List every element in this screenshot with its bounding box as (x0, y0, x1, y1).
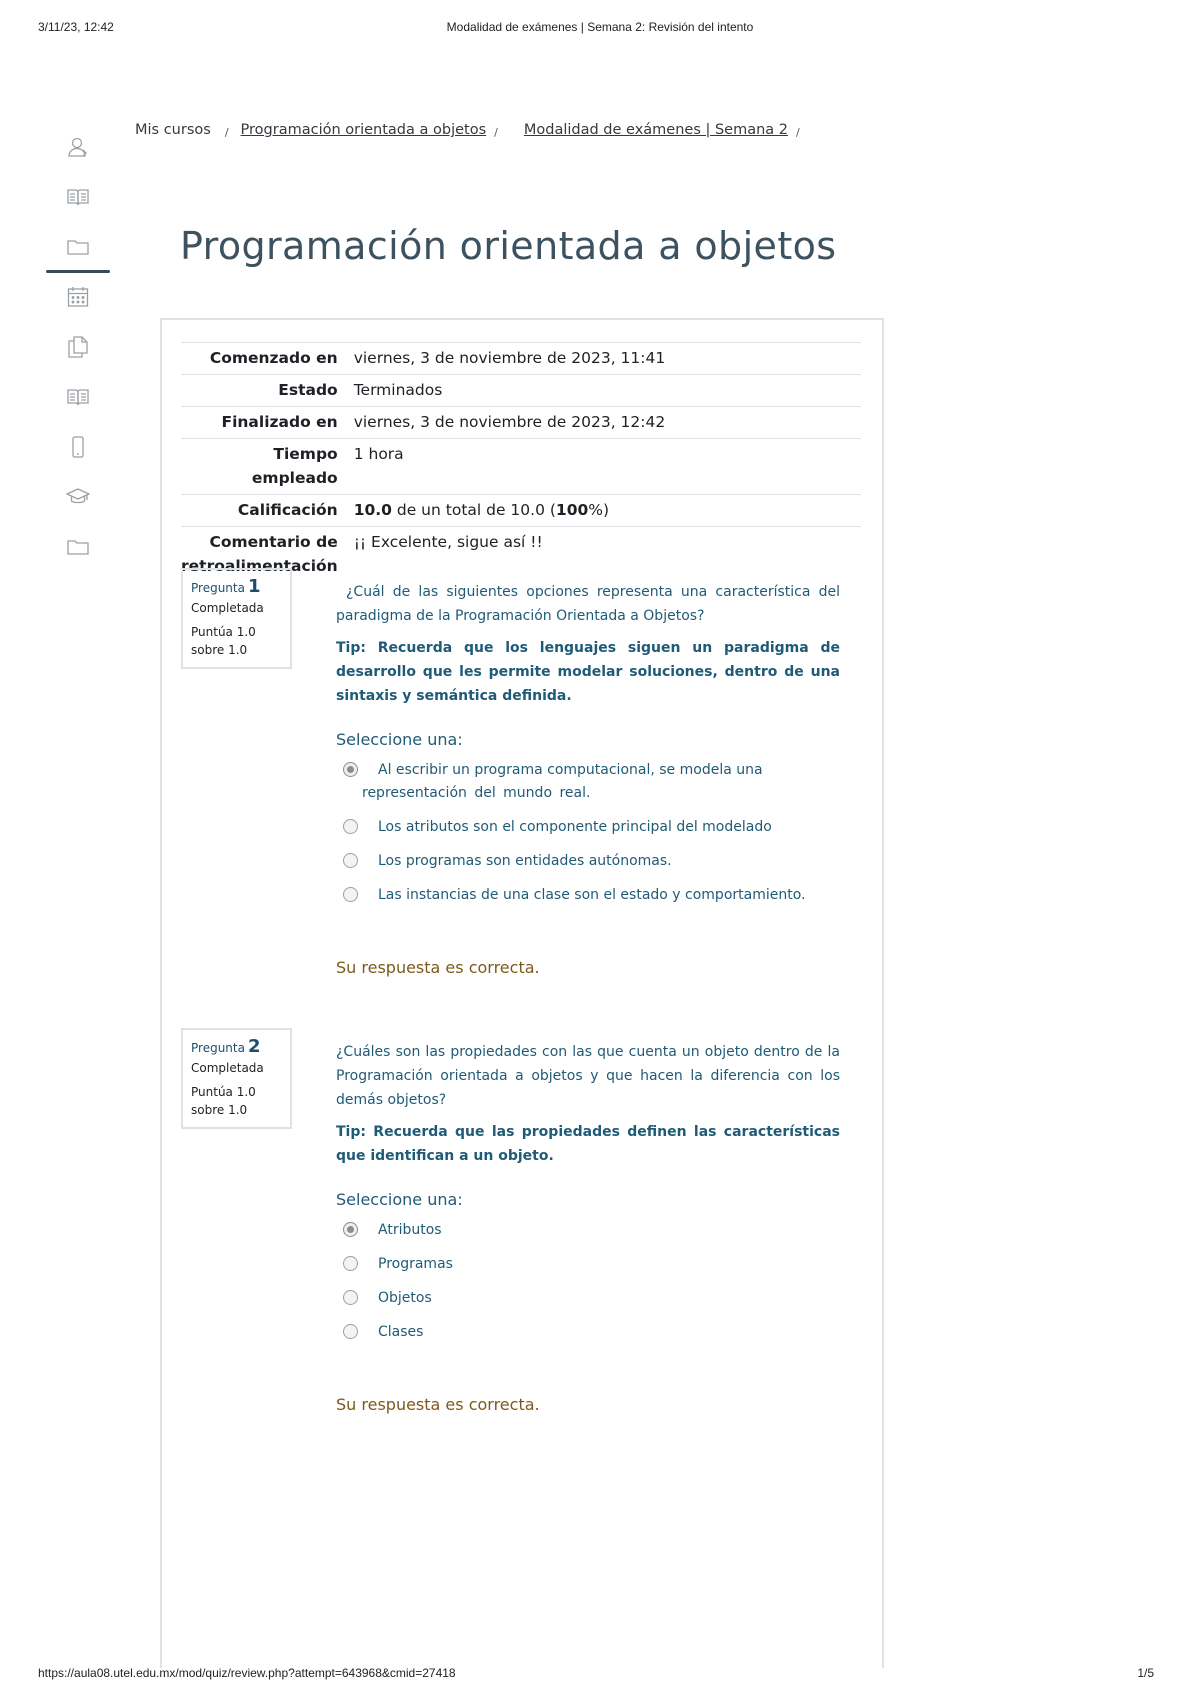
sidebar-item-library[interactable] (46, 372, 110, 422)
answer-options (336, 1219, 840, 1344)
summary-row-state (181, 375, 861, 407)
answer-option[interactable] (336, 1253, 840, 1276)
answer-label: Los atributos son el componente principal del modelado (378, 819, 772, 835)
question-number: 1 (247, 576, 261, 597)
answer-feedback: Su respuesta es correcta. (336, 958, 540, 977)
answer-feedback: Su respuesta es correcta. (336, 1395, 540, 1414)
summary-label-line: retroalimentación (181, 557, 338, 575)
breadcrumb-separator: / (796, 126, 800, 139)
summary-label-line: Comentario de (209, 533, 338, 551)
question-state: Completada (191, 601, 264, 615)
question-body-2 (336, 1040, 840, 1355)
book-icon (66, 385, 90, 409)
radio-button[interactable] (343, 819, 358, 834)
answer-label-continued: representación del mundo real. (362, 785, 591, 801)
answer-option[interactable] (336, 759, 840, 805)
summary-row-grade (181, 495, 861, 527)
summary-label: Estado (181, 375, 354, 407)
answer-option[interactable] (336, 850, 840, 873)
attempt-summary-table (181, 342, 861, 582)
breadcrumb-quiz[interactable]: Modalidad de exámenes | Semana 2 (523, 122, 789, 138)
summary-value: ¡¡ Excelente, sigue así !! (354, 527, 861, 583)
question-text: ¿Cuáles son las propiedades con las que cuenta un objeto dentro de la Programación orientada a objetos y que hacen la diferencia con los demás objetos? (336, 1044, 840, 1108)
question-state: Completada (191, 1061, 264, 1075)
breadcrumb (135, 122, 812, 138)
sidebar-item-files[interactable] (46, 522, 110, 572)
page-title: Programación orientada a objetos (180, 224, 837, 268)
files-icon (66, 335, 90, 359)
question-prompt: Seleccione una: (336, 1190, 463, 1209)
answer-option[interactable] (336, 1219, 840, 1242)
question-tip: Tip: Recuerda que las propiedades definen las características que identifican a un objeto. (336, 1124, 840, 1164)
print-page-number: 1/5 (1137, 1666, 1154, 1680)
radio-button[interactable] (343, 1256, 358, 1271)
summary-row-started (181, 343, 861, 375)
answer-option[interactable] (336, 1287, 840, 1310)
sidebar-item-resources[interactable] (46, 322, 110, 372)
folder-icon (66, 535, 90, 559)
print-footer (38, 1666, 1162, 1684)
summary-label: Calificación (181, 495, 354, 527)
print-header (38, 20, 1162, 40)
question-prompt: Seleccione una: (336, 730, 463, 749)
answer-label: Objetos (378, 1290, 432, 1306)
radio-button-checked[interactable] (343, 762, 358, 777)
sidebar-item-course-content[interactable] (46, 222, 110, 272)
question-grade (191, 623, 282, 659)
question-info-1 (181, 568, 292, 669)
question-grade (191, 1083, 282, 1119)
grade-percent-suffix: %) (588, 501, 610, 519)
summary-value: viernes, 3 de noviembre de 2023, 12:42 (354, 407, 861, 439)
radio-button[interactable] (343, 887, 358, 902)
answer-label: Atributos (378, 1222, 442, 1238)
summary-label: Comenzado en (181, 343, 354, 375)
answer-label: Clases (378, 1324, 424, 1340)
summary-value: viernes, 3 de noviembre de 2023, 11:41 (354, 343, 861, 375)
answer-label: Los programas son entidades autónomas. (378, 853, 672, 869)
summary-value (354, 495, 861, 527)
sidebar-item-participants[interactable] (46, 122, 110, 172)
graduation-cap-icon (66, 485, 90, 509)
question-text: ¿Cuál de las siguientes opciones representa una característica del paradigma de la Programación Orientada a Objetos? (336, 584, 840, 624)
answer-option[interactable] (336, 1321, 840, 1344)
question-grade-line: sobre 1.0 (191, 1103, 248, 1117)
question-number: 2 (247, 1036, 261, 1057)
sidebar-item-mobile[interactable] (46, 422, 110, 472)
answer-label: Programas (378, 1256, 453, 1272)
summary-label-line: Tiempo (273, 445, 338, 463)
answer-label: Al escribir un programa computacional, se modela una (378, 762, 763, 778)
print-url: https://aula08.utel.edu.mx/mod/quiz/review.php?attempt=643968&cmid=27418 (38, 1666, 456, 1680)
question-label: Pregunta (191, 1041, 245, 1055)
sidebar-item-grades[interactable] (46, 172, 110, 222)
user-icon (66, 135, 90, 159)
radio-button[interactable] (343, 853, 358, 868)
calendar-icon (66, 285, 90, 309)
question-grade-line: Puntúa 1.0 (191, 1085, 256, 1099)
question-grade-line: Puntúa 1.0 (191, 625, 256, 639)
breadcrumb-separator: / (494, 126, 498, 139)
grade-total: de un total de 10.0 ( (391, 501, 556, 519)
question-grade-line: sobre 1.0 (191, 643, 248, 657)
answer-label: Las instancias de una clase son el estado y comportamiento. (378, 887, 806, 903)
summary-label (181, 439, 354, 495)
breadcrumb-course[interactable]: Programación orientada a objetos (240, 122, 487, 138)
radio-button[interactable] (343, 1324, 358, 1339)
radio-button-checked[interactable] (343, 1222, 358, 1237)
book-icon (66, 185, 90, 209)
sidebar-item-calendar[interactable] (46, 272, 110, 322)
summary-row-finished (181, 407, 861, 439)
sidebar-item-graduation[interactable] (46, 472, 110, 522)
mobile-icon (66, 435, 90, 459)
summary-value: 1 hora (354, 439, 861, 495)
summary-label: Finalizado en (181, 407, 354, 439)
radio-button[interactable] (343, 1290, 358, 1305)
summary-row-time-taken (181, 439, 861, 495)
breadcrumb-separator: / (224, 126, 229, 139)
print-datetime: 3/11/23, 12:42 (38, 20, 114, 34)
course-sidebar (46, 122, 110, 572)
breadcrumb-my-courses[interactable]: Mis cursos (135, 122, 211, 138)
question-tip: Tip: Recuerda que los lenguajes siguen un paradigma de desarrollo que les permite modelar soluciones, dentro de una sintaxis y semántica definida. (336, 640, 840, 704)
folder-icon (66, 235, 90, 259)
summary-value: Terminados (354, 375, 861, 407)
answer-option[interactable] (336, 884, 840, 907)
grade-score: 10.0 (353, 501, 392, 519)
question-info-2 (181, 1028, 292, 1129)
grade-percent: 100 (555, 501, 589, 519)
answer-options (336, 759, 840, 907)
answer-option[interactable] (336, 816, 840, 839)
summary-label-line: empleado (251, 469, 338, 487)
question-body-1 (336, 580, 840, 918)
question-label: Pregunta (191, 581, 245, 595)
print-document-title: Modalidad de exámenes | Semana 2: Revisión del intento (446, 20, 754, 34)
